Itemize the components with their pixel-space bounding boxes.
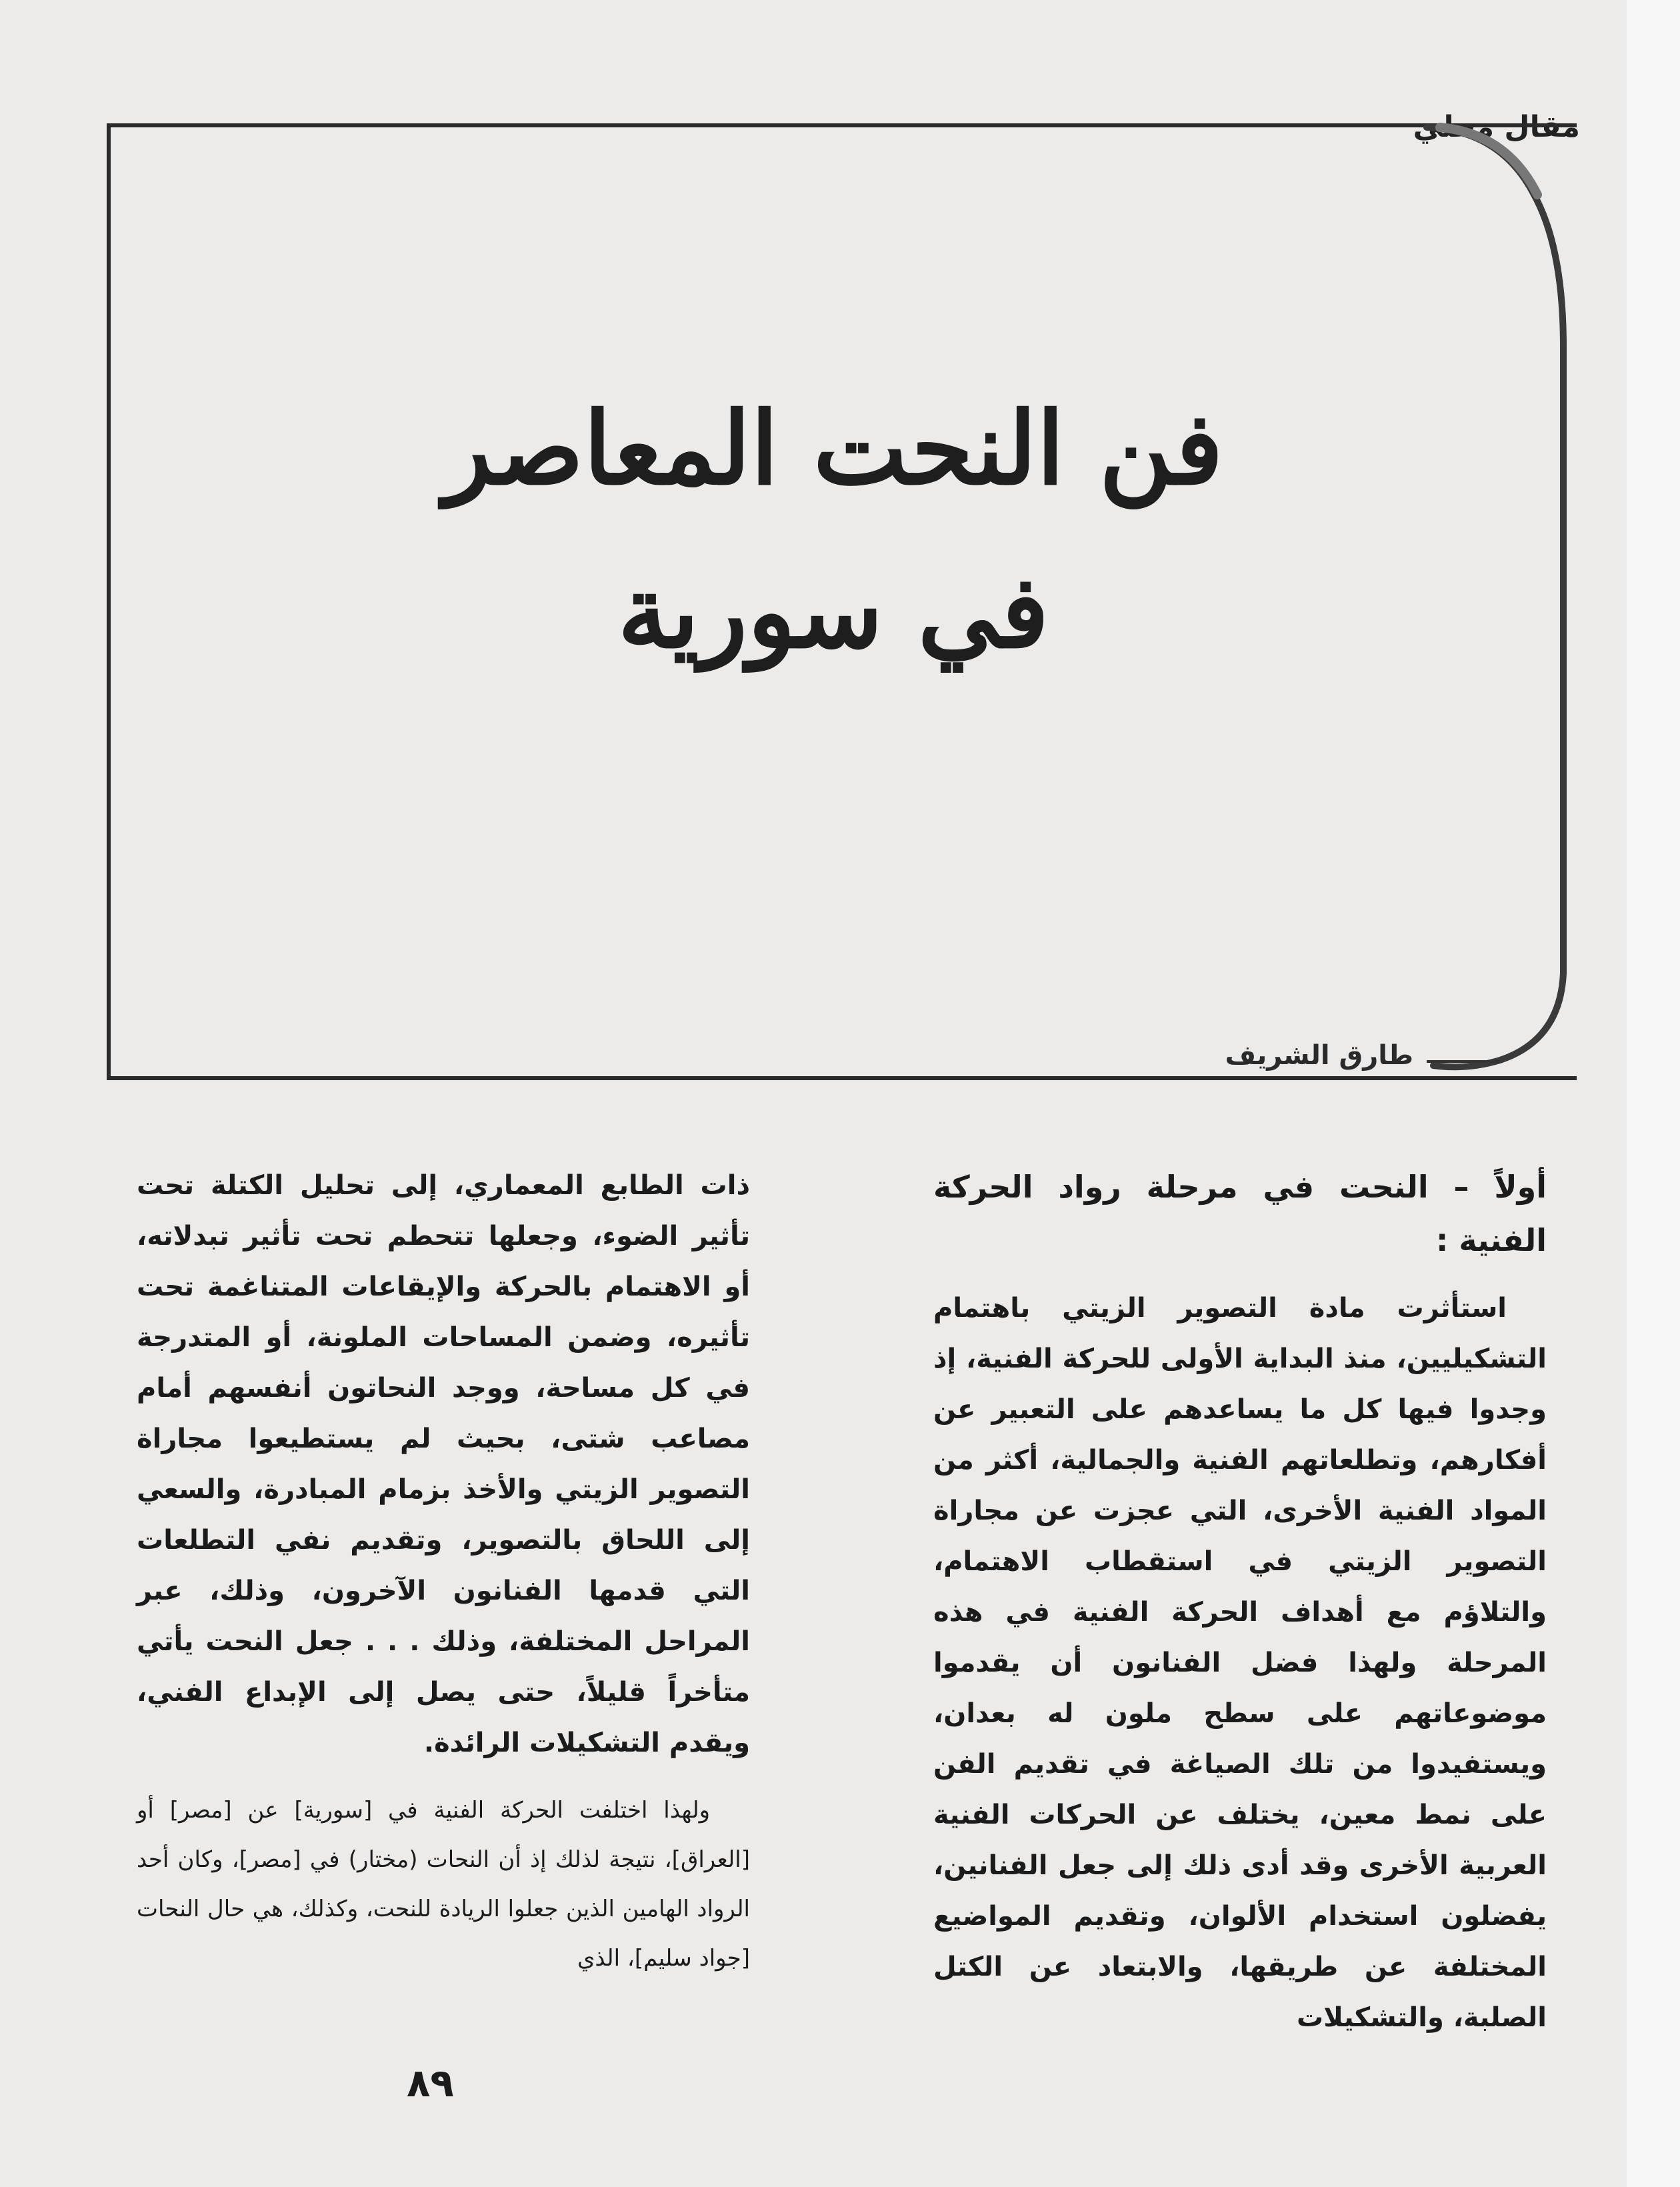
section-heading: أولاً – النحت في مرحلة رواد الحركة الفنية : <box>933 1169 1547 1258</box>
author-name: طارق الشريف <box>1225 1040 1413 1071</box>
author-rule <box>1427 1060 1500 1063</box>
left-column <box>137 1160 750 1983</box>
article-title-line1: فن النحت المعاصر <box>443 390 1223 507</box>
right-column <box>933 1160 1547 2043</box>
left-column-paragraph: ذات الطابع المعماري، إلى تحليل الكتلة تحت تأثير الضوء، وجعلها تتحطم تحت تأثير تبدلاته، أو الاهتمام بالحركة والإيقاعات المتناغمة تحت تأثيره، وضمن المساحات الملونة، أو المتدرجة في كل مساحة، ووجد النحاتون أنفسهم أمام مصاعب شتى، بحيث لم يستطيعوا مجاراة التصوير الزيتي والأخذ بزمام المبادرة، والسعي إلى اللحاق بالتصوير، وتقديم نفي التطلعات التي قدمها الفنانون الآخرون، وذلك، عبر المراحل المختلفة، وذلك . . . جعل النحت يأتي متأخراً قليلاً، حتى يصل إلى الإبداع الفني، ويقدم التشكيلات الرائدة. <box>137 1170 750 1758</box>
page-number: ٨٩ <box>407 2060 454 2106</box>
page-edge <box>1627 0 1680 2187</box>
right-column-paragraph: استأثرت مادة التصوير الزيتي باهتمام التشكيليين، منذ البداية الأولى للحركة الفنية، إذ وجدوا فيها كل ما يساعدهم على التعبير عن أفكارهم، وتطلعاتهم الفنية والجمالية، أكثر من المواد الفنية الأخرى، التي عجزت عن مجاراة التصوير الزيتي في استقطاب الاهتمام، والتلاؤم مع أهداف الحركة الفنية في هذه المرحلة ولهذا فضل الفنانون أن يقدموا موضوعاتهم على سطح ملون له بعدان، ويستفيدوا من تلك الصياغة في تقديم الفن على نمط معين، يختلف عن الحركات الفنية العربية الأخرى وقد أدى ذلك إلى جعل الفنانين، يفضلون استخدام الألوان، وتقديم المواضيع المختلفة عن طريقها، والابتعاد عن الكتل الصلبة، والتشكيلات <box>933 1293 1547 2033</box>
article-title-line2: في سورية <box>617 553 1049 671</box>
section-label: مقال محلي <box>1413 110 1580 144</box>
left-column-small-paragraph: ولهذا اختلفت الحركة الفنية في [سورية] عن [مصر] أو [العراق]، نتيجة لذلك إذ أن النحات (مختار) في [مصر]، وكان أحد الرواد الهامين الذين جعلوا الريادة للنحت، وكذلك، هي حال النحات [جواد سليم]، الذي <box>137 1797 750 1972</box>
